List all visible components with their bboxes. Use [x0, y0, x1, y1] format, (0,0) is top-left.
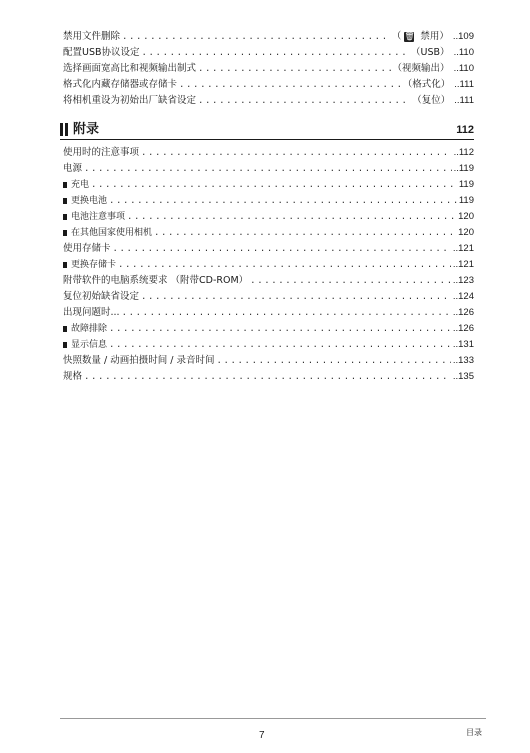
toc-entry-page: ..126: [452, 307, 474, 318]
toc-entry-page: ..111: [454, 79, 474, 90]
toc-entry-page: 119: [458, 179, 474, 190]
toc-entry[interactable]: [63, 305, 474, 321]
footer-section-label: 目录: [466, 728, 482, 737]
toc-entry[interactable]: [63, 289, 474, 305]
toc-entry[interactable]: [63, 369, 474, 385]
dot-leader: [109, 321, 451, 337]
dot-leader: [179, 77, 401, 93]
section-title: 附录: [73, 122, 100, 137]
toc-entry-page: ..133: [452, 355, 474, 366]
toc-entry-label: 复位初始缺省设定: [63, 291, 140, 302]
toc-entry-label: 故障排除: [63, 321, 107, 337]
toc-entry[interactable]: [63, 241, 474, 257]
dot-leader: [198, 61, 391, 77]
dot-leader: [127, 209, 456, 225]
toc-entry[interactable]: [63, 29, 474, 45]
toc-top-list: [63, 29, 474, 109]
dot-leader: [113, 241, 451, 257]
section-divider: [60, 139, 474, 140]
dot-leader: [141, 289, 451, 305]
toc-entry-suffix: （视频输出）: [392, 63, 450, 74]
toc-entry-page: 120: [458, 211, 474, 222]
dot-leader: [142, 45, 410, 61]
toc-entry[interactable]: [63, 93, 474, 109]
toc-entry-label: 选择画面宽高比和视频输出制式: [63, 63, 197, 74]
toc-entry-label: 附带软件的电脑系统要求 （附带CD-ROM）: [63, 275, 249, 286]
toc-entry-label: 电池注意事项: [63, 209, 125, 225]
dot-leader: [216, 353, 450, 369]
toc-entry[interactable]: [63, 61, 474, 77]
toc-entry-label: 显示信息: [63, 337, 107, 353]
toc-entry-page: ..112: [453, 147, 474, 158]
toc-entry-label: 规格: [63, 371, 83, 382]
toc-entry-page: ..109: [452, 31, 474, 42]
toc-entry-page: ..111: [454, 95, 474, 106]
toc-entry-page: ..131: [452, 339, 474, 350]
section-marker-icon: [65, 123, 68, 136]
toc-subentry[interactable]: [63, 257, 474, 273]
toc-subentry[interactable]: [63, 225, 474, 241]
dot-leader: [109, 193, 457, 209]
dot-leader: [250, 273, 451, 289]
toc-entry[interactable]: [63, 45, 474, 61]
dot-leader: [154, 225, 456, 241]
dot-leader: [109, 337, 451, 353]
toc-entry[interactable]: [63, 161, 474, 177]
toc-entry[interactable]: [63, 353, 474, 369]
toc-appendix-list: [63, 145, 474, 385]
toc-subentry[interactable]: [63, 337, 474, 353]
toc-entry-label: 在其他国家使用相机: [63, 225, 152, 241]
toc-entry-label: 将相机重设为初始出厂缺省设定: [63, 95, 197, 106]
toc-entry[interactable]: [63, 77, 474, 93]
toc-subentry[interactable]: [63, 177, 474, 193]
toc-entry-label: 禁用文件删除: [63, 31, 121, 42]
toc-entry-page: ..135: [452, 371, 474, 382]
toc-entry-suffix: （复位）: [412, 95, 451, 106]
dot-leader: [118, 257, 451, 273]
toc-entry-label: 配置USB协议设定: [63, 47, 140, 58]
toc-entry-suffix: （USB）: [411, 47, 450, 58]
toc-entry-label: 电源: [63, 163, 83, 174]
section-page: 112: [456, 124, 474, 136]
toc-entry-page: ..126: [452, 323, 474, 334]
toc-entry-label: 更换电池: [63, 193, 107, 209]
toc-entry[interactable]: [63, 145, 474, 161]
toc-entry-suffix: （ 🗑︎ 禁用）: [391, 31, 449, 42]
toc-entry-page: ..123: [452, 275, 474, 286]
dot-leader: [141, 145, 452, 161]
toc-entry-label: 使用时的注意事项: [63, 147, 140, 158]
toc-subentry[interactable]: [63, 209, 474, 225]
toc-entry-page: ..124: [452, 291, 474, 302]
page-number: 7: [259, 730, 265, 741]
toc-entry-page: 120: [458, 227, 474, 238]
section-marker-icon: [60, 123, 63, 136]
toc-entry[interactable]: [63, 273, 474, 289]
toc-entry-page: ..110: [453, 47, 474, 58]
toc-subentry[interactable]: [63, 193, 474, 209]
toc-entry-label: 充电: [63, 177, 89, 193]
footer-divider: [60, 718, 486, 719]
toc-entry-label: 更换存储卡: [63, 257, 116, 273]
toc-entry-label: 格式化内藏存储器或存储卡: [63, 79, 178, 90]
toc-entry-page: 119: [458, 195, 474, 206]
dot-leader: [91, 177, 457, 193]
toc-entry-page: ..110: [453, 63, 474, 74]
dot-leader: [84, 369, 451, 385]
dot-leader: [122, 29, 390, 45]
toc-entry-page: ..119: [453, 163, 474, 174]
toc-entry-page: ..121: [452, 259, 474, 270]
toc-entry-label: 快照数量 / 动画拍摄时间 / 录音时间: [63, 355, 215, 366]
dot-leader: [84, 161, 452, 177]
toc-entry-page: ..121: [452, 243, 474, 254]
dot-leader: [122, 305, 451, 321]
toc-entry-suffix: （格式化）: [402, 79, 451, 90]
dot-leader: [198, 93, 410, 109]
section-heading[interactable]: [60, 119, 474, 139]
trash-icon: 🗑︎: [404, 31, 415, 41]
toc-subentry[interactable]: [63, 321, 474, 337]
toc-entry-label: 使用存储卡: [63, 243, 111, 254]
toc-entry-label: 出现问题时...: [63, 307, 120, 318]
